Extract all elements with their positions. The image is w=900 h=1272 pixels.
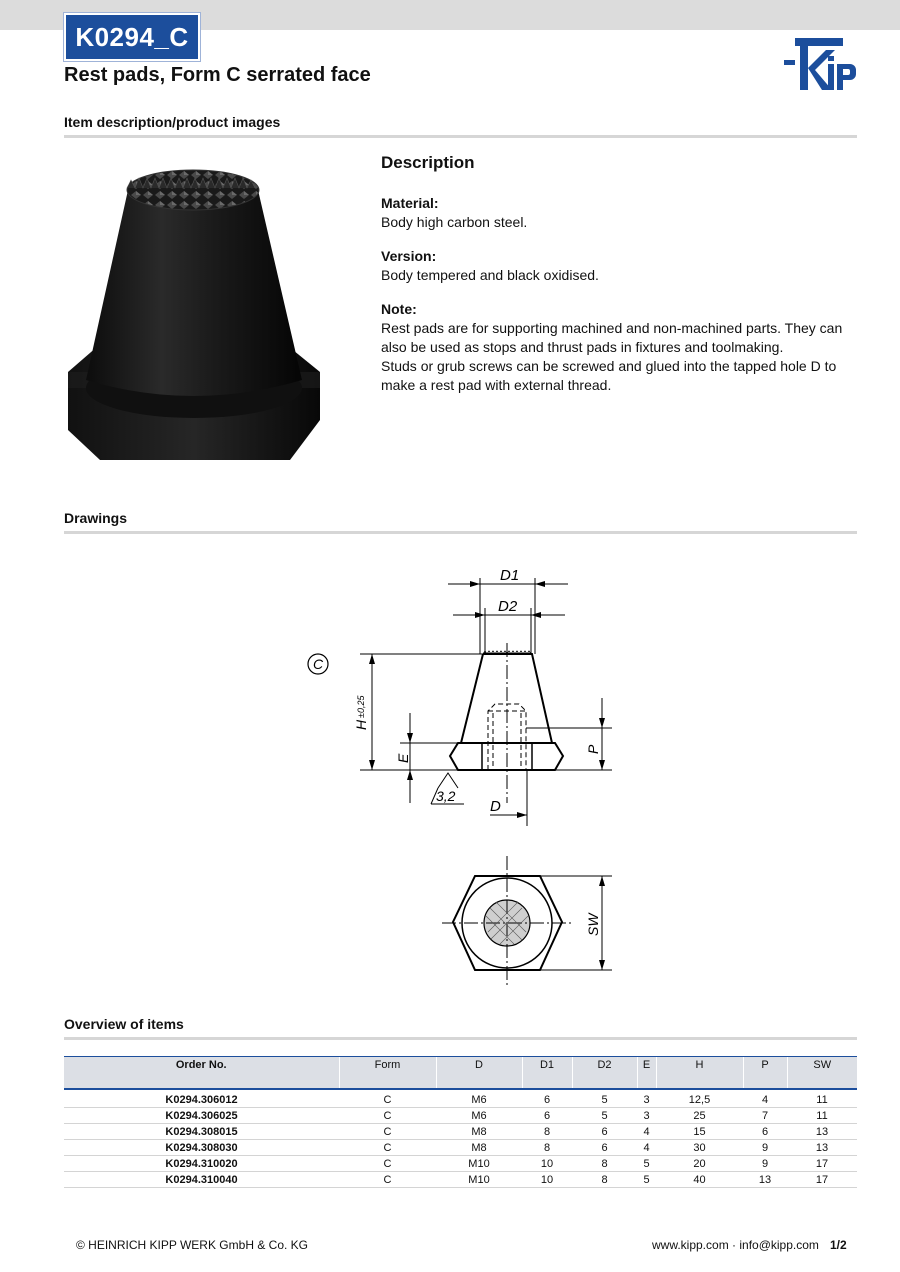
cell-d: M6 — [436, 1089, 522, 1108]
label-p: P — [585, 744, 601, 754]
col-p: P — [743, 1057, 787, 1090]
section-rule — [64, 135, 857, 138]
cell-p: 9 — [743, 1156, 787, 1172]
cell-d1: 8 — [522, 1140, 572, 1156]
cell-p: 7 — [743, 1108, 787, 1124]
cell-h: 40 — [656, 1172, 743, 1188]
cell-form: C — [339, 1124, 436, 1140]
cell-sw: 17 — [787, 1172, 857, 1188]
logo-swash — [784, 60, 795, 65]
cell-d2: 5 — [572, 1108, 637, 1124]
cell-h: 15 — [656, 1124, 743, 1140]
cell-p: 13 — [743, 1172, 787, 1188]
technical-drawing — [290, 548, 630, 998]
cell-sw: 11 — [787, 1108, 857, 1124]
table-row — [64, 1089, 857, 1108]
section-rule — [64, 1037, 857, 1040]
cell-d: M8 — [436, 1140, 522, 1156]
description-heading: Description — [381, 153, 475, 172]
cell-p: 9 — [743, 1140, 787, 1156]
cell-form: C — [339, 1156, 436, 1172]
logo-crossbar — [795, 38, 843, 46]
cell-form: C — [339, 1140, 436, 1156]
items-table — [64, 1056, 857, 1188]
col-d2: D2 — [572, 1057, 637, 1090]
cell-d2: 5 — [572, 1089, 637, 1108]
form-symbol: C — [312, 656, 324, 672]
cell-e: 5 — [637, 1156, 656, 1172]
footer-page-number: 1/2 — [830, 1238, 847, 1252]
label-d1: D1 — [500, 567, 520, 584]
logo-i — [828, 64, 834, 90]
cell-d1: 8 — [522, 1124, 572, 1140]
cell-d: M8 — [436, 1124, 522, 1140]
cell-sw: 17 — [787, 1156, 857, 1172]
kipp-logo — [782, 36, 860, 94]
col-sw: SW — [787, 1057, 857, 1090]
footer-contact: www.kipp.com · info@kipp.com — [652, 1238, 819, 1252]
cell-e: 4 — [637, 1124, 656, 1140]
table-header-row — [64, 1057, 857, 1090]
cell-e: 3 — [637, 1089, 656, 1108]
cell-p: 6 — [743, 1124, 787, 1140]
table-row — [64, 1156, 857, 1172]
conical-body — [86, 190, 302, 396]
cell-d: M10 — [436, 1156, 522, 1172]
note-text-2: Studs or grub screws can be screwed and glued into the tapped hole D to make a rest pad with external thread. — [381, 358, 837, 393]
cell-sw: 13 — [787, 1124, 857, 1140]
logo-p1 — [837, 64, 856, 90]
cell-e: 4 — [637, 1140, 656, 1156]
cell-d2: 6 — [572, 1124, 637, 1140]
cell-e: 3 — [637, 1108, 656, 1124]
material-text: Body high carbon steel. — [381, 214, 528, 230]
note-label: Note: — [381, 301, 417, 317]
label-d: D — [490, 798, 501, 815]
cell-d1: 10 — [522, 1156, 572, 1172]
table-row — [64, 1172, 857, 1188]
cell-e: 5 — [637, 1172, 656, 1188]
cell-order-no: K0294.306025 — [64, 1108, 339, 1124]
cell-order-no: K0294.306012 — [64, 1089, 339, 1108]
product-image — [58, 150, 328, 495]
cell-d: M6 — [436, 1108, 522, 1124]
cell-d1: 6 — [522, 1108, 572, 1124]
label-h-tolerance: ±0,25 — [356, 695, 366, 718]
cell-d2: 8 — [572, 1156, 637, 1172]
table-row — [64, 1108, 857, 1124]
cell-order-no: K0294.310020 — [64, 1156, 339, 1172]
cell-order-no: K0294.308030 — [64, 1140, 339, 1156]
col-form: Form — [339, 1057, 436, 1090]
table-row — [64, 1140, 857, 1156]
product-code-badge: K0294_C — [64, 13, 200, 61]
section-rule — [64, 531, 857, 534]
cell-h: 12,5 — [656, 1089, 743, 1108]
cell-h: 20 — [656, 1156, 743, 1172]
material-label: Material: — [381, 195, 439, 211]
section-overview: Overview of items — [64, 1016, 184, 1032]
cell-order-no: K0294.308015 — [64, 1124, 339, 1140]
cell-sw: 11 — [787, 1089, 857, 1108]
logo-i-dot — [828, 56, 834, 61]
label-h: H — [353, 719, 369, 730]
section-drawings: Drawings — [64, 510, 128, 526]
col-order-no: Order No. — [64, 1057, 339, 1090]
col-e: E — [637, 1057, 656, 1090]
col-d: D — [436, 1057, 522, 1090]
cell-h: 25 — [656, 1108, 743, 1124]
col-h: H — [656, 1057, 743, 1090]
note-text-1: Rest pads are for supporting machined and non-machined parts. They can also be used as stops and thrust pads in fixtures and toolmaking. — [381, 320, 843, 355]
footer-copyright: © HEINRICH KIPP WERK GmbH & Co. KG — [76, 1238, 308, 1252]
label-sw: SW — [585, 913, 601, 936]
section-item-description: Item description/product images — [64, 114, 281, 130]
cell-form: C — [339, 1108, 436, 1124]
label-roughness: 3,2 — [436, 788, 456, 804]
serrated-face — [127, 170, 259, 210]
version-text: Body tempered and black oxidised. — [381, 267, 599, 283]
label-d2: D2 — [498, 598, 518, 615]
cell-sw: 13 — [787, 1140, 857, 1156]
cell-d1: 10 — [522, 1172, 572, 1188]
cell-d2: 6 — [572, 1140, 637, 1156]
cell-order-no: K0294.310040 — [64, 1172, 339, 1188]
cell-d: M10 — [436, 1172, 522, 1188]
label-e: E — [395, 753, 411, 763]
logo-stem-k — [800, 46, 808, 90]
description-block — [381, 153, 851, 395]
cell-d1: 6 — [522, 1089, 572, 1108]
page-title: Rest pads, Form C serrated face — [64, 64, 371, 86]
cell-form: C — [339, 1172, 436, 1188]
version-label: Version: — [381, 248, 437, 264]
cell-form: C — [339, 1089, 436, 1108]
cell-d2: 8 — [572, 1172, 637, 1188]
table-row — [64, 1124, 857, 1140]
cell-p: 4 — [743, 1089, 787, 1108]
col-d1: D1 — [522, 1057, 572, 1090]
cell-h: 30 — [656, 1140, 743, 1156]
